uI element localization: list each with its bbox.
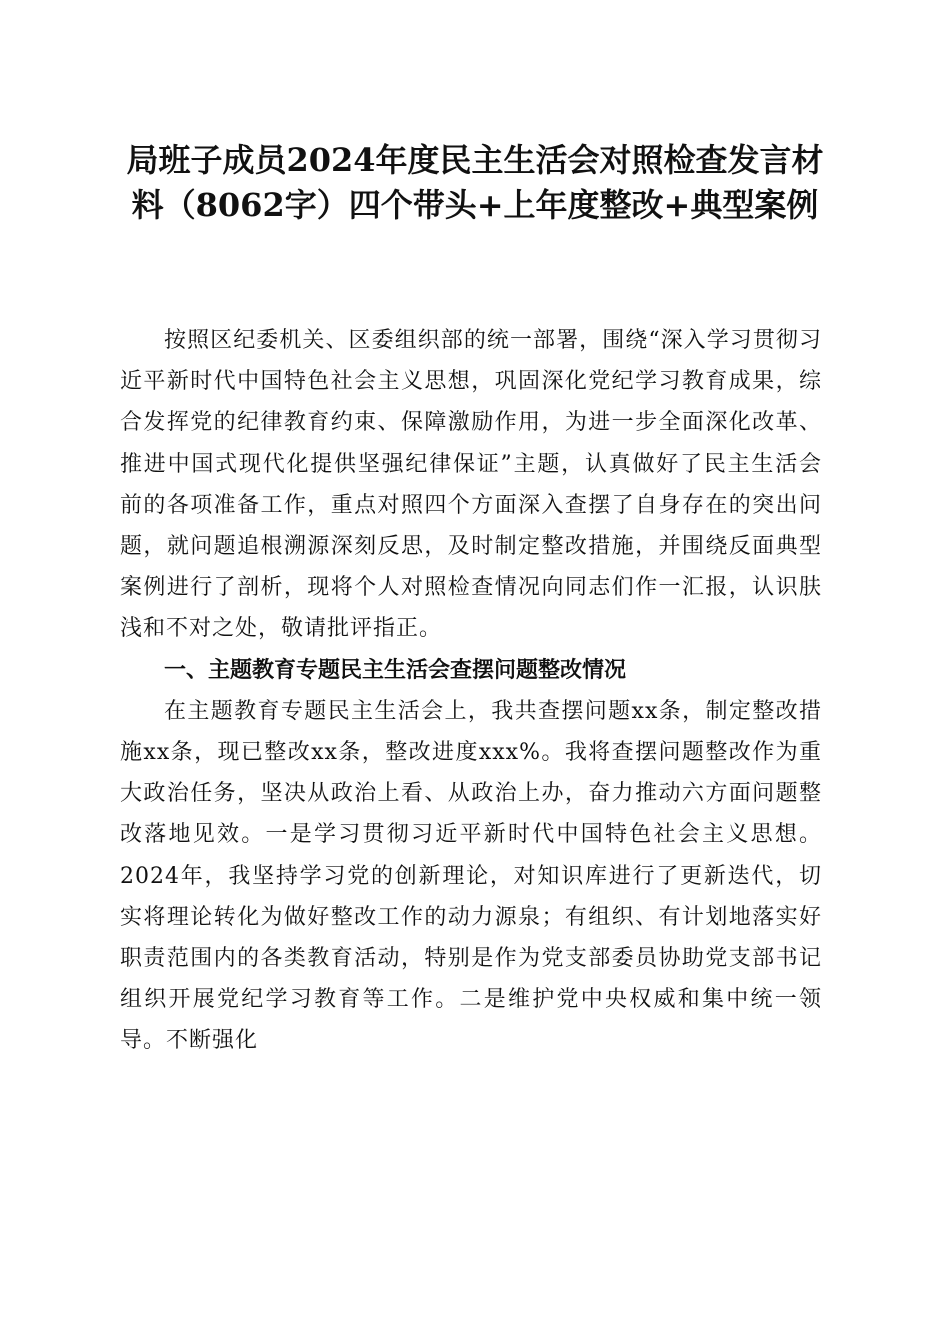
intro-paragraph: 按照区纪委机关、区委组织部的统一部署，围绕“深入学习贯彻习近平新时代中国特色社会主义思想，巩固深化党纪学习教育成果，综合发挥党的纪律教育约束、保障激励作用，为进一步全面深化改革、推进中国式现代化提供坚强纪律保证”主题，认真做好了民主生活会前的各项准备工作，重点对照四个方面深入查摆了自身存在的突出问题，就问题追根溯源深刻反思，及时制定整改措施，并围绕反面典型案例进行了剖析，现将个人对照检查情况向同志们作一汇报，认识肤浅和不对之处，敬请批评指正。 <box>120 328 822 642</box>
document-body <box>120 320 822 1062</box>
section-paragraph: 在主题教育专题民主生活会上，我共查摆问题xx条，制定整改措施xx条，现已整改xx条，整改进度xxx%。我将查摆问题整改作为重大政治任务，坚决从政治上看、从政治上办，奋力推动六方面问题整改落地见效。一是学习贯彻习近平新时代中国特色社会主义思想。2024年，我坚持学习党的创新理论，对知识库进行了更新迭代，切实将理论转化为做好整改工作的动力源泉；有组织、有计划地落实好职责范围内的各类教育活动，特别是作为党支部委员协助党支部书记组织开展党纪学习教育等工作。二是维护党中央权威和集中统一领导。不断强化 <box>120 698 822 1054</box>
section-heading: 一、主题教育专题民主生活会查摆问题整改情况 <box>164 657 627 683</box>
document-title: 局班子成员2024年度民主生活会对照检查发言材料（8062字）四个带头+上年度整改+典型案例 <box>126 141 824 224</box>
